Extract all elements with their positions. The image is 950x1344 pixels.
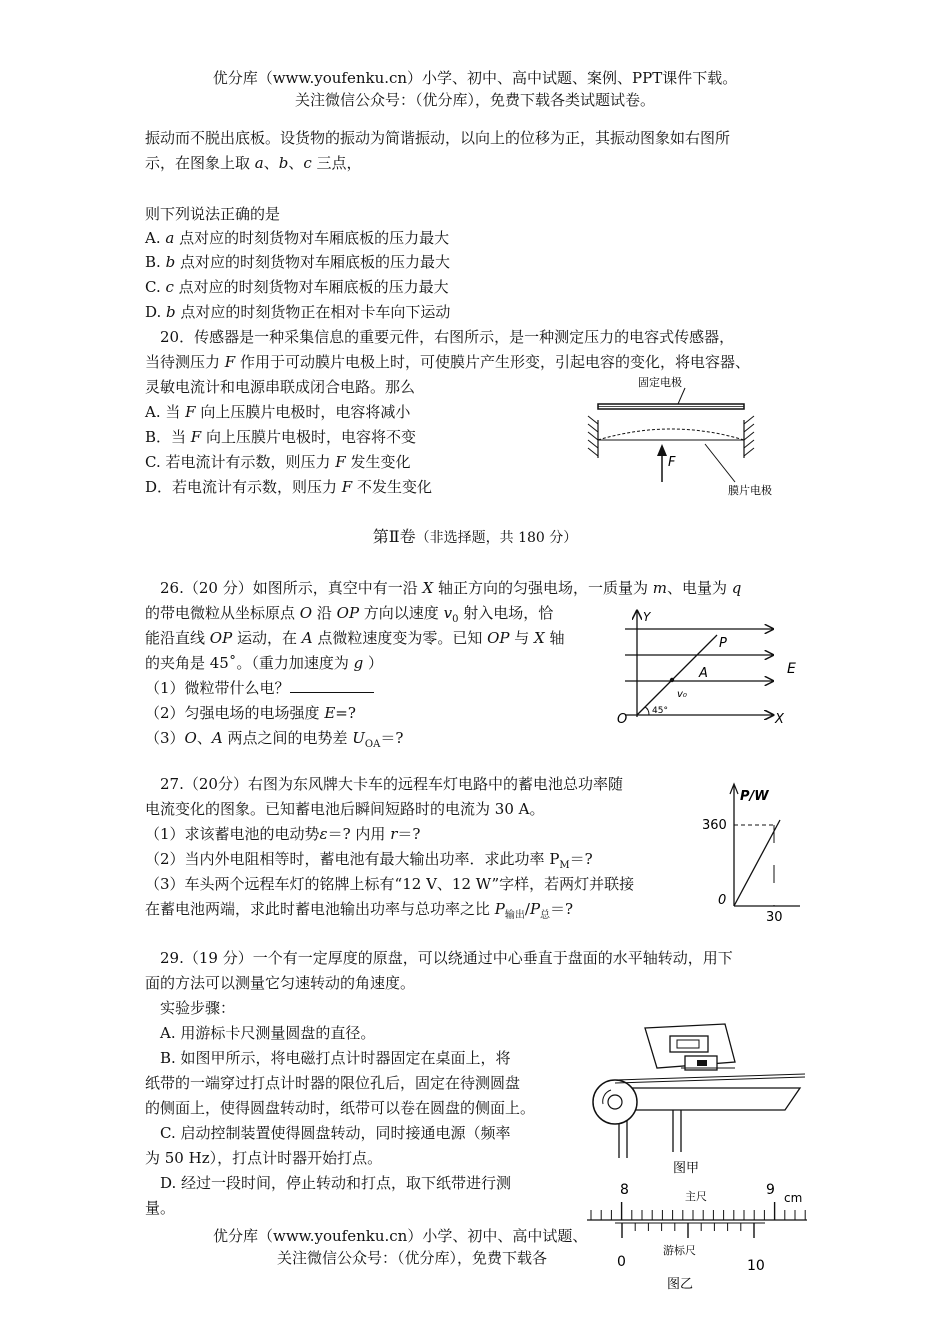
q29-step-d-1: D. 经过一段时间，停止转动和打点，取下纸带进行测	[160, 1174, 512, 1192]
footer-line-1: 优分库（www.youfenku.cn）小学、初中、高中试题、	[213, 1227, 588, 1245]
vernier-0: 0	[617, 1254, 626, 1270]
q26-sub-2: （2）匀强电场的电场强度 E=?	[145, 704, 356, 722]
q29-step-c-2: 为 50 Hz），打点计时器开始打点。	[145, 1149, 383, 1167]
vernier-scale-ticks	[622, 1223, 754, 1238]
q29-step-c-1: C. 启动控制装置使得圆盘转动，同时接通电源（频率	[160, 1124, 511, 1142]
q27-sub-2: （2）当内外电阻相等时，蓄电池有最大输出功率．求此功率 $P_M=$?	[145, 850, 593, 871]
section-2-title: 第Ⅱ卷（非选择题，共 180 分）	[372, 527, 578, 546]
unit-cm: cm	[784, 1191, 803, 1205]
q19-option-d: D. b 点对应的时刻货物正在相对卡车向下运动	[145, 303, 451, 321]
axis-x-label: X	[775, 712, 784, 727]
q27-line-2: 电流变化的图象。已知蓄电池后瞬间短路时的电流为 30 A。	[145, 800, 545, 818]
membrane-electrode-label: 膜片电极	[728, 484, 772, 497]
vernier-10: 10	[747, 1258, 765, 1274]
axis-y-label: Y	[643, 610, 651, 624]
q26-sub-3: （3）O、A 两点之间的电势差 $U_{OA}=$?	[145, 729, 404, 750]
q29-figure-jia	[585, 1018, 810, 1176]
q19-option-c: C. c 点对应的时刻货物对车厢底板的压力最大	[145, 278, 449, 296]
velocity-v0-label: v₀	[677, 689, 687, 700]
q19-stem: 则下列说法正确的是	[145, 205, 281, 223]
y-tick-360: 360	[702, 818, 727, 833]
fixed-electrode-label: 固定电极	[638, 376, 682, 389]
q20-line-3: 灵敏电流计和电源串联成闭合电路。那么	[145, 378, 416, 396]
origin-label: 0	[718, 893, 727, 908]
footer-line-2: 关注微信公众号：（优分库），免费下载各	[277, 1249, 548, 1267]
q20-line-2: 当待测压力 F 作用于可动膜片电极上时，可使膜片产生形变，引起电容的变化，将电容器、	[145, 353, 750, 371]
main-scale-label: 主尺	[685, 1190, 707, 1203]
q26-line-2: 的带电微粒从坐标原点 O 沿 OP 方向以速度 $v_0$ 射入电场，恰	[145, 604, 554, 625]
point-p-label: P	[719, 636, 727, 651]
angle-45-label: 45°	[652, 706, 668, 716]
vernier-scale-label: 游标尺	[663, 1244, 696, 1257]
q29-step-d-2: 量。	[145, 1199, 176, 1217]
q27-sub-1: （1）求该蓄电池的电动势ε＝? 内用 r＝?	[145, 825, 421, 843]
point-a-label: A	[699, 666, 708, 681]
q26-line-4: 的夹角是 45˚。（重力加速度为 g ）	[145, 654, 384, 672]
q29-figure-yi	[585, 1180, 810, 1292]
header-line-1: 优分库（www.youfenku.cn）小学、初中、高中试题、案例、PPT课件下载。	[212, 69, 738, 87]
q20-option-b: B．当 F 向上压膜片电极时，电容将不变	[145, 428, 416, 446]
q29-step-a: A. 用游标卡尺测量圆盘的直径。	[160, 1024, 376, 1042]
y-axis-label: P/W	[740, 789, 769, 804]
q27-power-graph	[700, 778, 810, 923]
q27-sub-3-cont: 在蓄电池两端，求此时蓄电池输出功率与总功率之比 $P_{输出}/P_总=$?	[145, 900, 574, 921]
q19-option-a: A. a 点对应的时刻货物对车厢底板的压力最大	[145, 229, 450, 247]
main-scale-9: 9	[766, 1182, 775, 1198]
header-line-2: 关注微信公众号：（优分库），免费下载各类试题试卷。	[294, 91, 655, 109]
q29-step-b-1: B. 如图甲所示，将电磁打点计时器固定在桌面上，将	[160, 1049, 511, 1067]
q29-line-1: 29.（19 分）一个有一定厚度的原盘，可以绕通过中心垂直于盘面的水平轴转动，用下	[160, 949, 733, 967]
q26-sub-1: （1）微粒带什么电？	[145, 678, 374, 698]
q20-option-a: A. 当 F 向上压膜片电极时，电容将减小	[145, 403, 411, 421]
q19-option-b: B. b 点对应的时刻货物对车厢底板的压力最大	[145, 253, 450, 271]
force-f-label: F	[668, 455, 676, 470]
q20-sensor-figure	[570, 370, 770, 500]
main-scale-ticks	[591, 1202, 805, 1220]
q29-step-b-2: 纸带的一端穿过打点计时器的限位孔后，固定在待测圆盘	[145, 1074, 521, 1092]
main-scale-8: 8	[620, 1182, 629, 1198]
q29-steps-title: 实验步骤：	[160, 999, 236, 1017]
q19-line-2: 示，在图象上取 a、b、c 三点，	[145, 154, 362, 172]
q20-option-d: D．若电流计有示数，则压力 F 不发生变化	[145, 478, 432, 496]
answer-blank[interactable]	[290, 678, 374, 693]
q29-step-b-3: 的侧面上，使得圆盘转动时，纸带可以卷在圆盘的侧面上。	[145, 1099, 536, 1117]
q26-line-1: 26.（20 分）如图所示，真空中有一沿 X 轴正方向的匀强电场，一质量为 m、电量为 q	[160, 579, 742, 597]
q27-line-1: 27.（20分）右图为东风牌大卡车的远程车灯电路中的蓄电池总功率随	[160, 775, 623, 793]
x-tick-30: 30	[766, 910, 783, 925]
q26-line-3: 能沿直线 OP 运动，在 A 点微粒速度变为零。已知 OP 与 X 轴	[145, 629, 565, 647]
q20-option-c: C. 若电流计有示数，则压力 F 发生变化	[145, 453, 411, 471]
q19-line-1: 振动而不脱出底板。设货物的振动为简谐振动，以向上的位移为正，其振动图象如右图所	[145, 129, 731, 147]
field-e-label: E	[787, 661, 796, 677]
q26-field-figure	[615, 605, 810, 730]
q20-line-1: 20．传感器是一种采集信息的重要元件，右图所示，是一种测定压力的电容式传感器，	[160, 328, 735, 346]
figure-jia-caption: 图甲	[673, 1161, 700, 1176]
figure-yi-caption: 图乙	[667, 1277, 694, 1292]
q29-line-2: 面的方法可以测量它匀速转动的角速度。	[145, 974, 416, 992]
q27-sub-3: （3）车头两个远程车灯的铭牌上标有“12 V、12 W”字样，若两灯并联接	[145, 875, 635, 893]
origin-o-label: O	[617, 712, 628, 727]
